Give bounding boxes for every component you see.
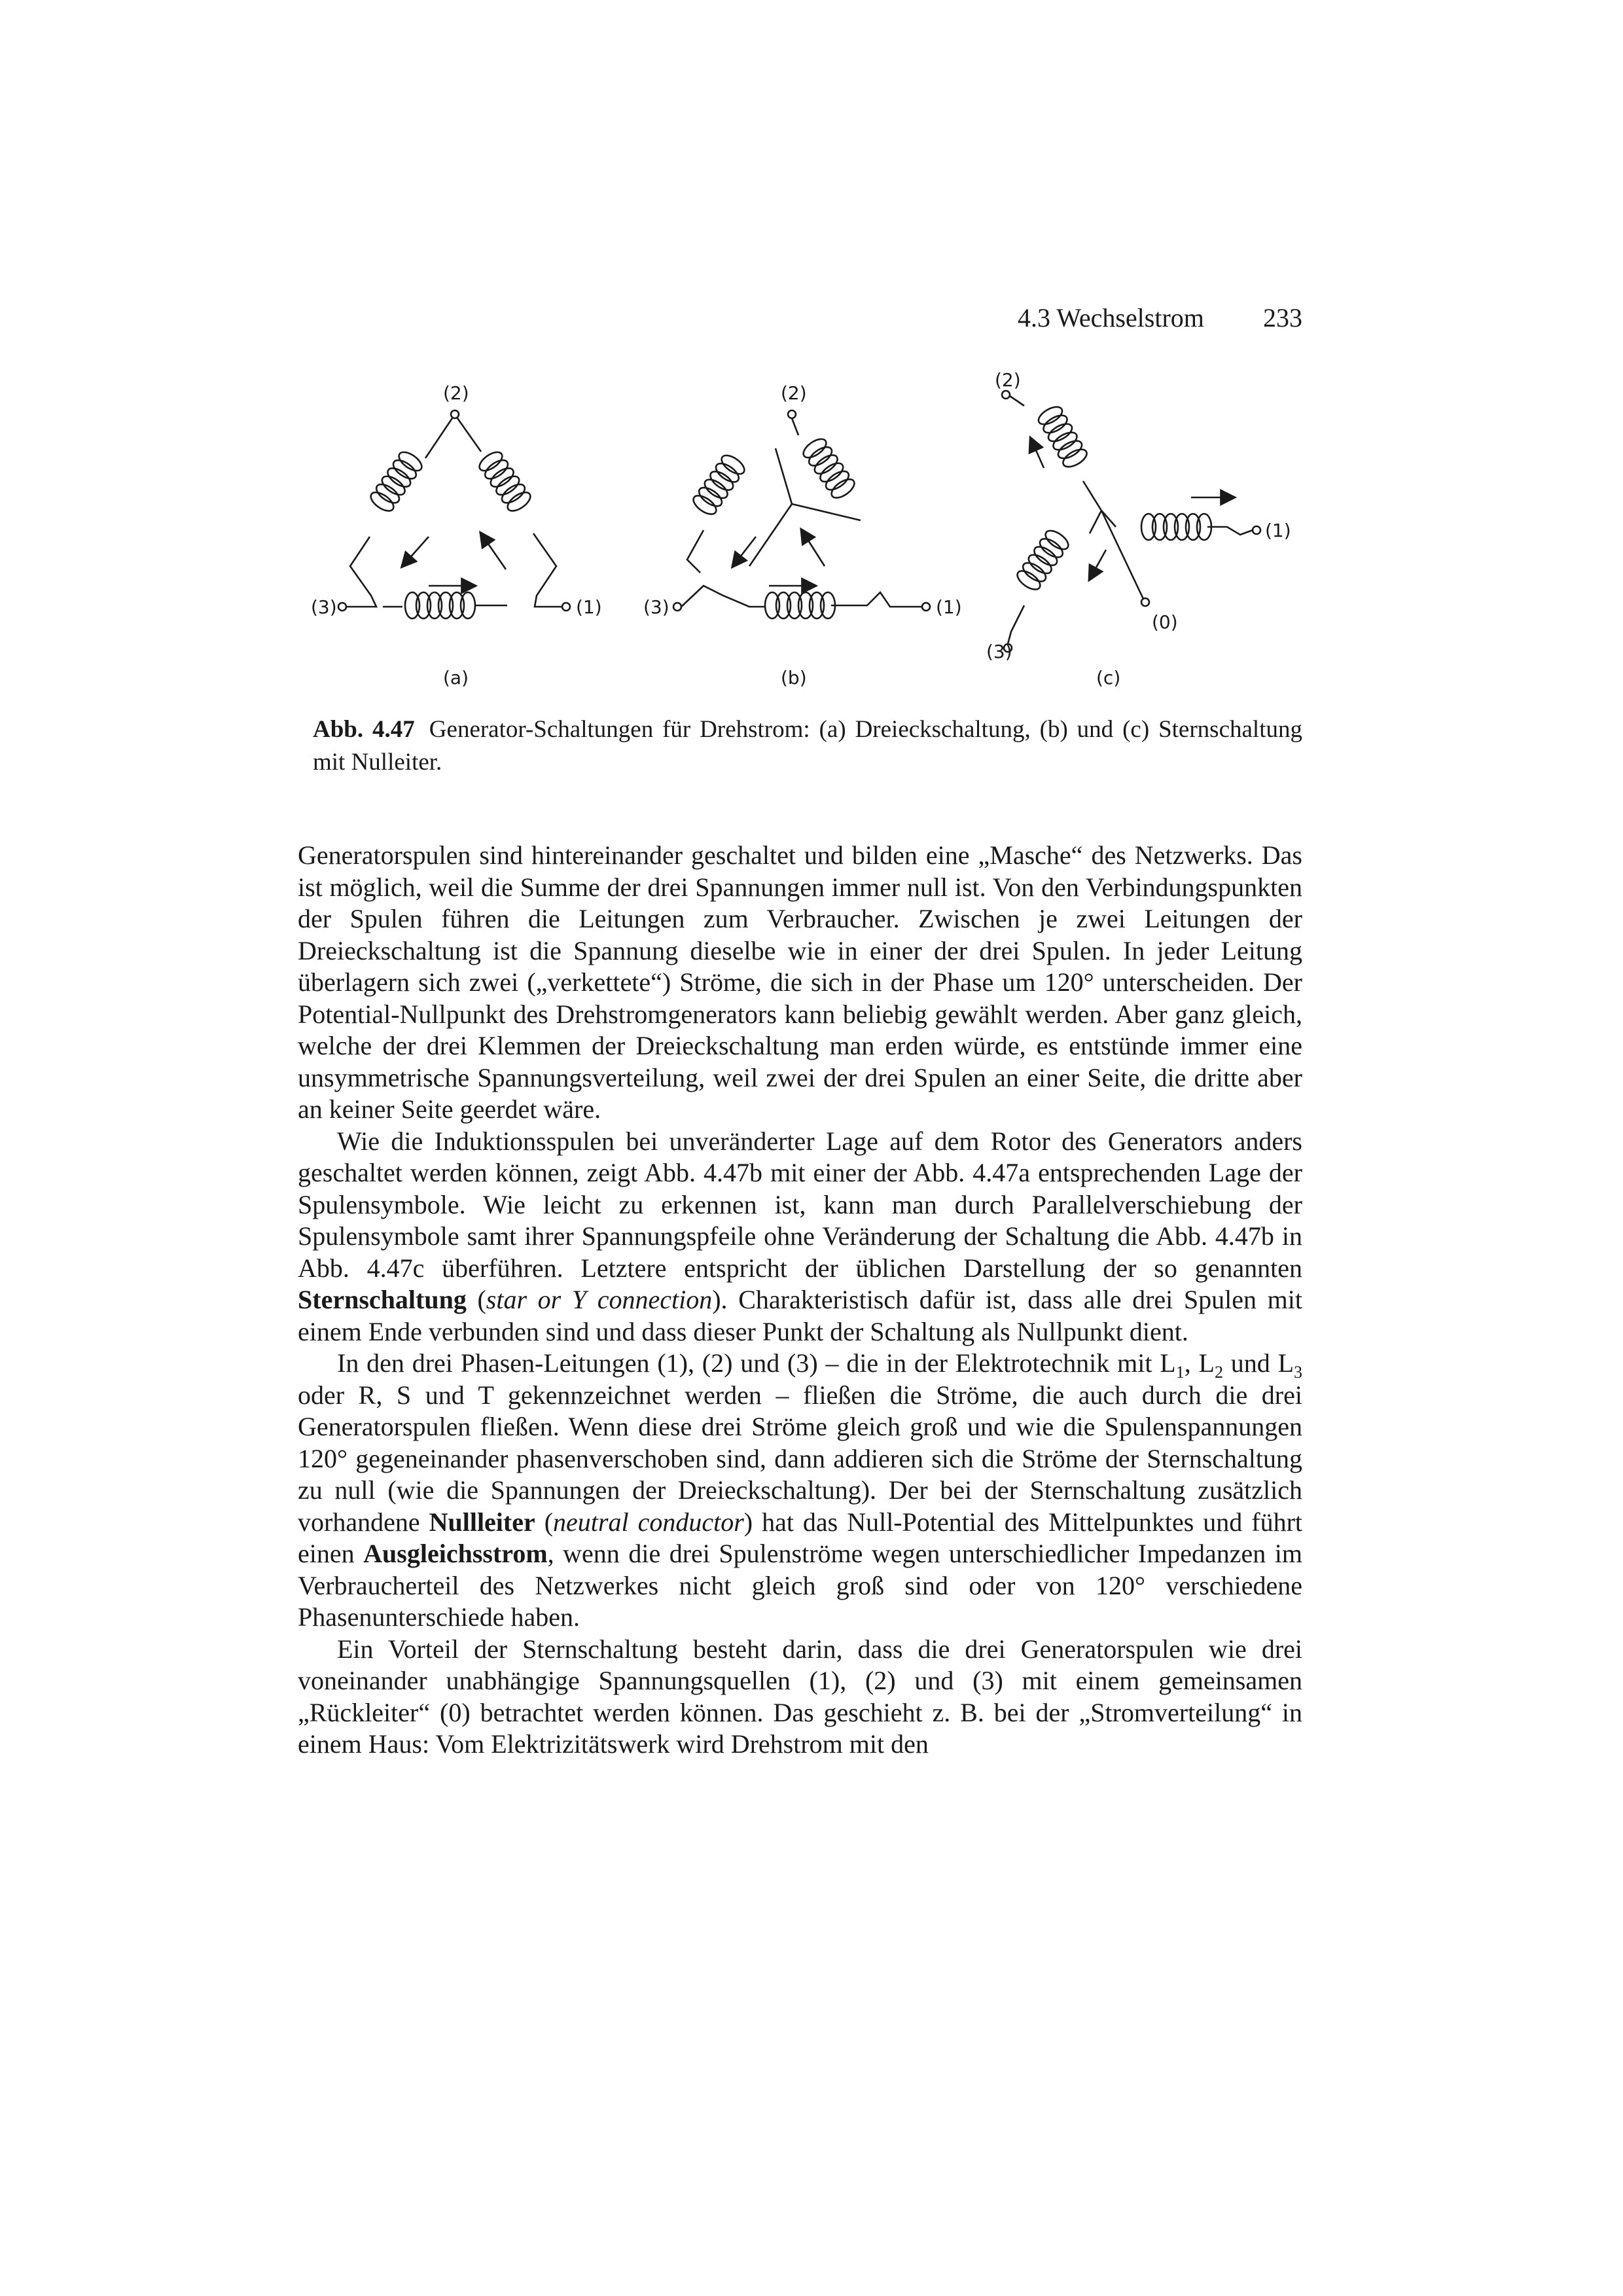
figure-caption (313, 713, 1302, 779)
label-c-2: (2) (995, 370, 1021, 391)
label-c-1: (1) (1265, 520, 1291, 541)
term-nullleiter: Nullleiter (429, 1507, 535, 1537)
paragraph-3: In den drei Phasen-Leitungen (1), (2) und (3) – die in der Elektrotechnik mit $L_1$, $L_2$ und $L_3$ oder R, S und T gekennzeichnet werden – fließen die Ströme, die auch durch die drei Generatorspulen fließen. Wenn diese drei Ströme gleich groß und wie die Spulenspannungen 120° gegeneinander phasenverschoben sind, dann addieren sich die Ströme der Sternschaltung zu null (wie die Spannungen der Dreieckschaltung). Der bei der Sternschaltung zusätzlich vorhandene Nullleiter (neutral conductor) hat das Null-Potential des Mittelpunktes und führt einen Ausgleichsstrom, wenn die drei Spulenströme wegen unterschiedlicher Impedanzen im Verbraucherteil des Netzwerkes nicht gleich groß sind oder von 120° verschiedene Phasenunterschiede haben. (298, 1348, 1303, 1632)
term-sternschaltung: Sternschaltung (298, 1285, 467, 1314)
panel-a-label: (a) (443, 667, 469, 689)
paragraph-2: Wie die Induktionsspulen bei unveränderter Lage auf dem Rotor des Generators anders geschaltet werden können, zeigt Abb. 4.47b mit einer der Abb. 4.47a entsprechenden Lage der Spulensymbole. Wie leicht zu erkennen ist, kann man durch Parallelverschiebung der Spulensymbole samt ihrer Spannungspfeile ohne Veränderung der Schaltung die Abb. 4.47b in Abb. 4.47c überführen. Letztere entspricht der üblichen Darstellung der so genannten Sternschaltung (star or Y connection). Charakteristisch dafür ist, dass alle drei Spulen mit einem Ende verbunden sind und dass dieser Punkt der Schaltung als Nullpunkt dient. (298, 1126, 1303, 1346)
caption-label: Abb. 4.47 (313, 716, 415, 743)
label-c-0: (0) (1152, 611, 1178, 633)
label-a-3: (3) (311, 596, 337, 618)
panel-b-label: (b) (781, 667, 807, 689)
section-title: 4.3 Wechselstrom (1018, 303, 1204, 332)
label-b-1: (1) (936, 596, 962, 618)
label-b-3: (3) (643, 596, 669, 618)
panel-c-star (1002, 391, 1260, 652)
term-star-connection: star or Y connection (486, 1285, 713, 1314)
paragraph-1: Generatorspulen sind hintereinander geschaltet und bilden eine „Masche“ des Netzwerks. Das ist möglich, weil die Summe der drei Spannungen immer null ist. Von den Verbindungspunkten der Spulen führen die Leitungen zum Verbraucher. Zwischen je zwei Leitungen der Dreieckschaltung ist die Spannung dieselbe wie in einer der drei Spulen. In jeder Leitung überlagern sich zwei („verkettete“) Ströme, die sich in der Phase um 120° unterscheiden. Der Potential-Nullpunkt des Drehstromgenerators kann beliebig gewählt werden. Aber ganz gleich, welche der drei Klemmen der Dreieckschaltung man erden würde, es entstünde immer eine unsymmetrische Spannungsverteilung, weil zwei der drei Spulen an einer Seite, die dritte aber an keiner Seite geerdet wäre. (298, 840, 1302, 1124)
label-b-2: (2) (781, 382, 807, 404)
figure-4-47 (298, 370, 1329, 697)
panel-a-delta (338, 410, 570, 619)
term-neutral-conductor: neutral conductor (553, 1507, 744, 1537)
panel-c-label: (c) (1096, 667, 1121, 689)
paragraph-4: Ein Vorteil der Sternschaltung besteht darin, dass die drei Generatorspulen wie drei voneinander unabhängige Spannungsquellen (1), (2) und (3) mit einem gemeinsamen „Rückleiter“ (0) betrachtet werden können. Das geschieht z. B. bei der „Stromverteilung“ in einem Haus: Vom Elektrizitätswerk wird Drehstrom mit den (298, 1634, 1302, 1759)
label-c-3: (3) (986, 641, 1012, 662)
page-number: 233 (1263, 303, 1302, 332)
label-a-1: (1) (576, 596, 602, 618)
running-header (1018, 302, 1302, 342)
term-ausgleichsstrom: Ausgleichsstrom (363, 1539, 548, 1568)
panel-b-star (673, 410, 930, 619)
circuit-diagram (298, 370, 1329, 697)
label-a-2: (2) (443, 382, 469, 404)
caption-text: Generator-Schaltungen für Drehstrom: (a) Dreieckschaltung, (b) und (c) Sternschaltung mit Nulleiter. (313, 716, 1302, 776)
body-text (298, 840, 1302, 1761)
